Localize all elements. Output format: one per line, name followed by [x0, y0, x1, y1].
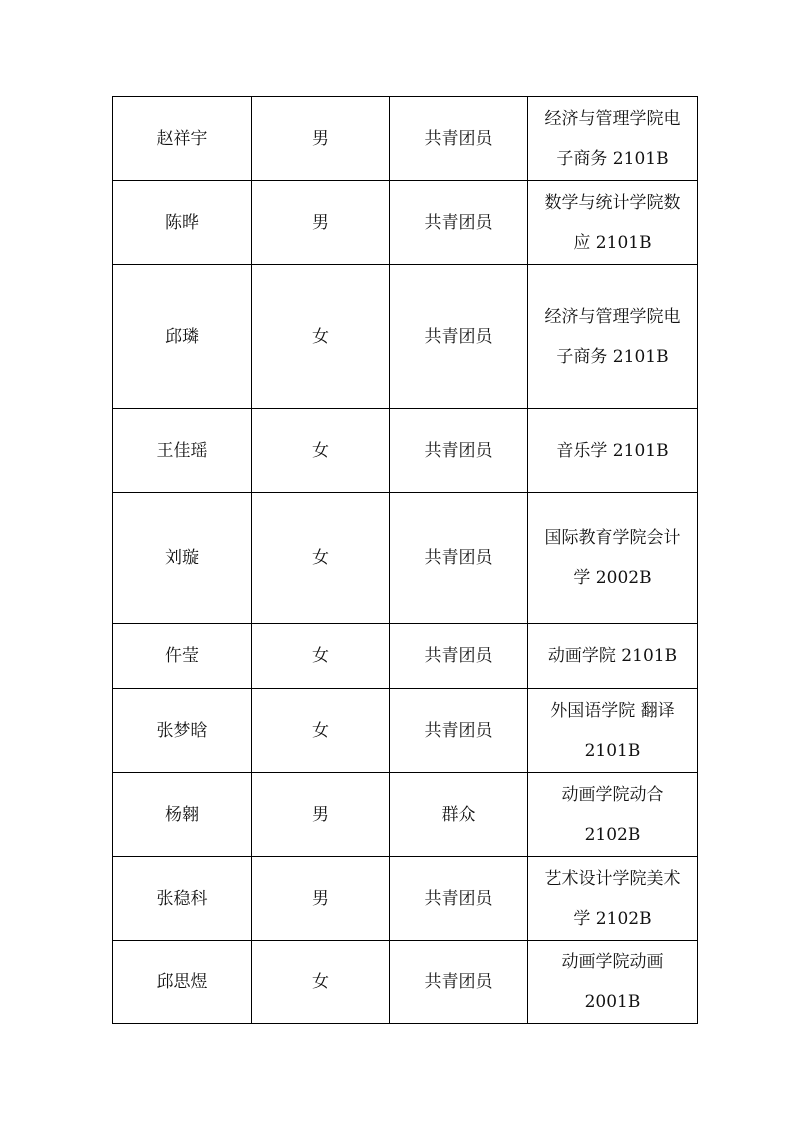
table-row: [113, 857, 698, 941]
table-row: [113, 773, 698, 857]
table-row: [113, 409, 698, 493]
name-cell: 张梦晗: [113, 689, 252, 773]
table-row: [113, 624, 698, 689]
table-row: [113, 941, 698, 1024]
table-row: [113, 689, 698, 773]
gender-cell: 男: [252, 181, 390, 265]
class-cell: 音乐学 2101B: [528, 409, 698, 493]
name-cell: 张稳科: [113, 857, 252, 941]
political-status-cell: 共青团员: [390, 624, 528, 689]
political-status-cell: 共青团员: [390, 857, 528, 941]
name-cell: 陈晔: [113, 181, 252, 265]
class-cell: 数学与统计学院数 应 2101B: [528, 181, 698, 265]
name-cell: 仵莹: [113, 624, 252, 689]
table-row: [113, 493, 698, 624]
class-cell: 经济与管理学院电 子商务 2101B: [528, 265, 698, 409]
class-cell: 动画学院动画 2001B: [528, 941, 698, 1024]
name-cell: 赵祥宇: [113, 97, 252, 181]
name-cell: 王佳瑶: [113, 409, 252, 493]
gender-cell: 女: [252, 624, 390, 689]
political-status-cell: 共青团员: [390, 265, 528, 409]
class-cell: 动画学院动合 2102B: [528, 773, 698, 857]
class-cell: 国际教育学院会计 学 2002B: [528, 493, 698, 624]
class-cell: 动画学院 2101B: [528, 624, 698, 689]
gender-cell: 女: [252, 689, 390, 773]
class-cell: 艺术设计学院美术 学 2102B: [528, 857, 698, 941]
table-row: [113, 97, 698, 181]
name-cell: 刘璇: [113, 493, 252, 624]
political-status-cell: 群众: [390, 773, 528, 857]
table-row: [113, 181, 698, 265]
gender-cell: 女: [252, 265, 390, 409]
political-status-cell: 共青团员: [390, 941, 528, 1024]
name-cell: 杨翱: [113, 773, 252, 857]
political-status-cell: 共青团员: [390, 181, 528, 265]
gender-cell: 男: [252, 97, 390, 181]
gender-cell: 男: [252, 857, 390, 941]
gender-cell: 男: [252, 773, 390, 857]
name-cell: 邱璘: [113, 265, 252, 409]
political-status-cell: 共青团员: [390, 689, 528, 773]
table-row: [113, 265, 698, 409]
class-cell: 外国语学院 翻译 2101B: [528, 689, 698, 773]
gender-cell: 女: [252, 493, 390, 624]
member-roster-table: [112, 96, 698, 1024]
name-cell: 邱思煜: [113, 941, 252, 1024]
class-cell: 经济与管理学院电 子商务 2101B: [528, 97, 698, 181]
political-status-cell: 共青团员: [390, 97, 528, 181]
political-status-cell: 共青团员: [390, 409, 528, 493]
gender-cell: 女: [252, 409, 390, 493]
political-status-cell: 共青团员: [390, 493, 528, 624]
gender-cell: 女: [252, 941, 390, 1024]
